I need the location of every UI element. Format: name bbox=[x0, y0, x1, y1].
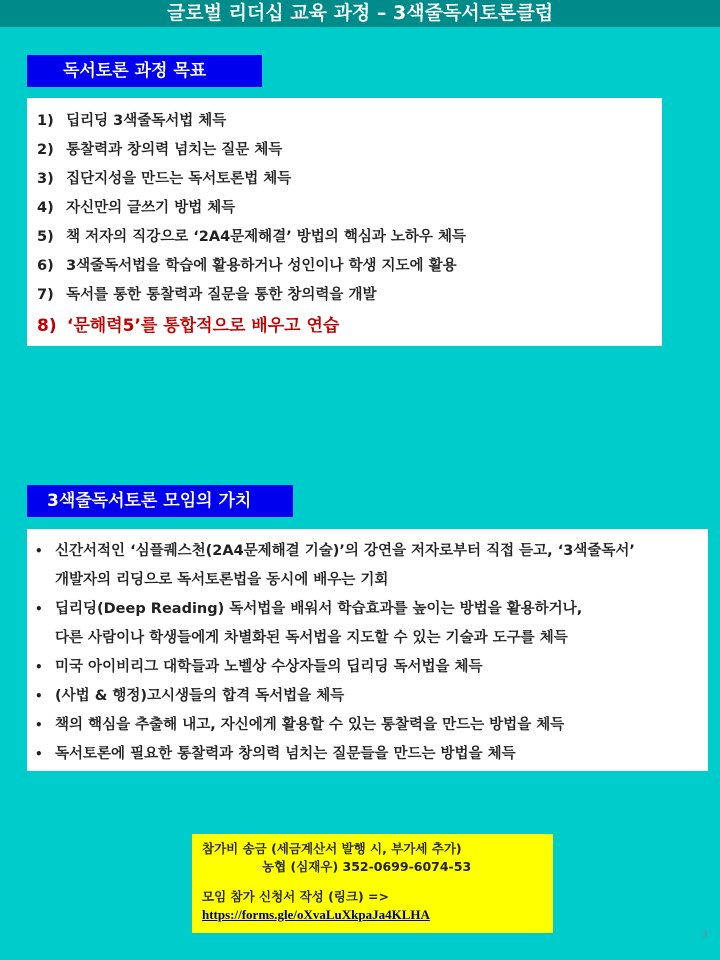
list-item: 1) 딥리딩 3색줄독서법 체득 bbox=[37, 113, 227, 129]
list-item: • (사법 & 행정)고시생들의 합격 독서법을 체득 bbox=[35, 682, 708, 711]
section-label-values: 3색줄독서토론 모임의 가치 bbox=[27, 485, 293, 517]
application-form-link[interactable]: https://forms.gle/oXvaLuXkpaJa4KLHA bbox=[202, 907, 430, 922]
bullet-icon: • bbox=[35, 747, 43, 761]
goals-panel bbox=[27, 98, 662, 346]
bullet-icon: • bbox=[35, 660, 43, 674]
list-item: 6) 3색줄독서법을 학습에 활용하거나 성인이나 학생 지도에 활용 bbox=[37, 258, 457, 274]
section-label-goals: 독서토론 과정 목표 bbox=[27, 55, 262, 87]
list-item: • 독서토론에 필요한 통찰력과 창의력 넘치는 질문들을 만드는 방법을 체득 bbox=[35, 740, 708, 769]
page-number: 3 bbox=[701, 928, 708, 941]
list-item: 2) 통찰력과 창의력 넘치는 질문 체득 bbox=[37, 142, 283, 158]
fee-text: 참가비 송금 (세금계산서 발행 시, 부가세 추가) bbox=[202, 841, 462, 856]
list-item: 3) 집단지성을 만드는 독서토론법 체득 bbox=[37, 171, 292, 187]
list-item: 4) 자신만의 글쓰기 방법 체득 bbox=[37, 200, 236, 216]
list-item: 7) 독서를 통한 통찰력과 질문을 통한 창의력을 개발 bbox=[37, 287, 377, 303]
page-title: 글로벌 리더십 교육 과정 – 3색줄독서토론클럽 bbox=[0, 0, 720, 27]
apply-text: 모임 참가 신청서 작성 (링크) => bbox=[202, 889, 389, 904]
payment-info-box bbox=[192, 834, 553, 933]
bullet-icon: • bbox=[35, 602, 43, 616]
bullet-icon: • bbox=[35, 718, 43, 732]
list-item: • 미국 아이비리그 대학들과 노벨상 수상자들의 딥리딩 독서법을 체득 bbox=[35, 653, 708, 682]
list-item: • 신간서적인 ‘심플퀘스천(2A4문제해결 기술)’의 강연을 저자로부터 직접 듣고, ‘3색줄독서’ 개발자의 리딩으로 독서토론법을 동시에 배우는 기회 bbox=[35, 537, 708, 595]
account-text: 농협 (심재우) 352-0699-6074-53 bbox=[262, 859, 472, 874]
list-item-highlight: 8) ‘문해력5’를 통합적으로 배우고 연습 bbox=[37, 316, 340, 336]
bullet-icon: • bbox=[35, 689, 43, 703]
list-item: • 딥리딩(Deep Reading) 독서법을 배워서 학습효과를 높이는 방법을 활용하거나, 다른 사람이나 학생들에게 차별화된 독서법을 지도할 수 있는 기술과 도구를 체득 bbox=[35, 595, 708, 653]
list-item: • 책의 핵심을 추출해 내고, 자신에게 활용할 수 있는 통찰력을 만드는 방법을 체득 bbox=[35, 711, 708, 740]
values-panel bbox=[27, 529, 708, 771]
bullet-icon: • bbox=[35, 544, 43, 558]
list-item: 5) 책 저자의 직강으로 ‘2A4문제해결’ 방법의 핵심과 노하우 체득 bbox=[37, 229, 466, 245]
